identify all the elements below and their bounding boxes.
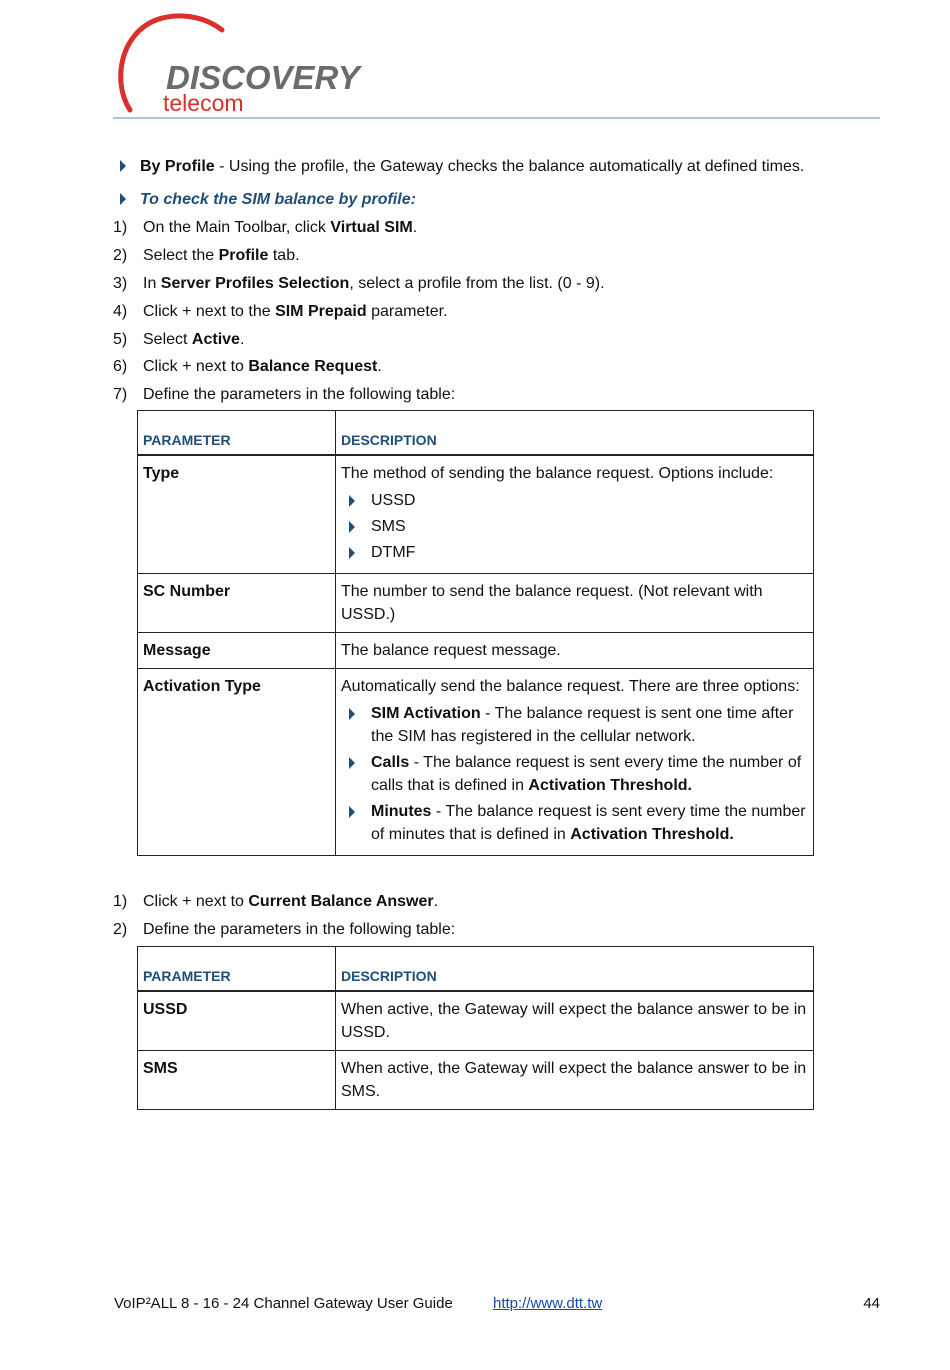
list-item: Minutes - The balance request is sent every time the number of minutes that is defined in Activation Threshold. [349, 800, 808, 846]
table-row [138, 574, 814, 633]
table-header-row [138, 411, 814, 456]
param-description: Automatically send the balance request. There are three options: SIM Activation - The balance request is sent one time after the SIM has registered in the cellular network. Calls - The balance request is sent every time the number of calls that is defined in Activation Threshold. Minutes - The balance request is sent every time the number of minutes that is defined in Activation Threshold. [336, 669, 814, 856]
step-item: 2) Select the Profile tab. [113, 247, 300, 264]
page-number: 44 [863, 1295, 880, 1312]
intro-label: By Profile [140, 158, 215, 175]
step-item: 4) Click + next to the SIM Prepaid parameter. [113, 303, 448, 320]
step-item: 3) In Server Profiles Selection, select a profile from the list. (0 - 9). [113, 275, 605, 292]
procedure-heading [120, 190, 416, 210]
param-description: When active, the Gateway will expect the balance answer to be in USSD. [336, 991, 814, 1051]
param-description: When active, the Gateway will expect the balance answer to be in SMS. [336, 1051, 814, 1110]
bullet-arrow-icon [120, 193, 126, 205]
param-name: Message [138, 633, 336, 669]
step-item: 2) Define the parameters in the following table: [113, 921, 456, 938]
list-item: SMS [349, 515, 808, 538]
list-item: SIM Activation - The balance request is sent one time after the SIM has registered in the cellular network. [349, 702, 808, 748]
param-description: The number to send the balance request. (Not relevant with USSD.) [336, 574, 814, 633]
table-row [138, 455, 814, 574]
param-name: SC Number [138, 574, 336, 633]
bullet-arrow-icon [120, 160, 126, 172]
bullet-arrow-icon [349, 708, 355, 720]
bullet-arrow-icon [349, 757, 355, 769]
bullet-arrow-icon [349, 495, 355, 507]
param-name: Activation Type [138, 669, 336, 856]
column-header-description: DESCRIPTION [336, 411, 814, 456]
list-item: USSD [349, 489, 808, 512]
intro-text: - Using the profile, the Gateway checks the balance automatically at defined times. [214, 158, 805, 175]
column-header-parameter: PARAMETER [138, 411, 336, 456]
procedure-heading-text: To check the SIM balance by profile: [140, 191, 416, 208]
table-row [138, 991, 814, 1051]
list-item: Calls - The balance request is sent every time the number of calls that is defined in Activation Threshold. [349, 751, 808, 797]
param-name: USSD [138, 991, 336, 1051]
table-row [138, 1051, 814, 1110]
param-description: The method of sending the balance request. Options include: USSD SMS DTMF [336, 455, 814, 574]
intro-bullet [120, 157, 804, 177]
footer-title: VoIP²ALL 8 - 16 - 24 Channel Gateway User Guide [114, 1295, 453, 1312]
discovery-logo-graphic [116, 12, 366, 116]
header-divider [113, 117, 880, 119]
options-list [341, 489, 808, 564]
bullet-arrow-icon [349, 547, 355, 559]
param-description: The balance request message. [336, 633, 814, 669]
company-logo [116, 12, 366, 116]
bullet-arrow-icon [349, 806, 355, 818]
step-item: 5) Select Active. [113, 331, 245, 348]
step-item: 6) Click + next to Balance Request. [113, 358, 382, 375]
column-header-parameter: PARAMETER [138, 947, 336, 992]
logo-wordmark: DISCOVERY [166, 59, 360, 96]
column-header-description: DESCRIPTION [336, 947, 814, 992]
balance-request-table [137, 410, 814, 856]
table-header-row [138, 947, 814, 992]
step-item: 1) On the Main Toolbar, click Virtual SIM. [113, 219, 418, 236]
list-item: DTMF [349, 541, 808, 564]
balance-answer-table [137, 946, 814, 1110]
table-row [138, 669, 814, 856]
table-row [138, 633, 814, 669]
logo-subtitle: telecom [163, 90, 244, 116]
footer-link[interactable]: http://www.dtt.tw [493, 1295, 603, 1312]
step-item: 1) Click + next to Current Balance Answer. [113, 893, 439, 910]
param-name: Type [138, 455, 336, 574]
param-name: SMS [138, 1051, 336, 1110]
bullet-arrow-icon [349, 521, 355, 533]
step-item: 7) Define the parameters in the following table: [113, 386, 456, 403]
options-list [341, 702, 808, 846]
